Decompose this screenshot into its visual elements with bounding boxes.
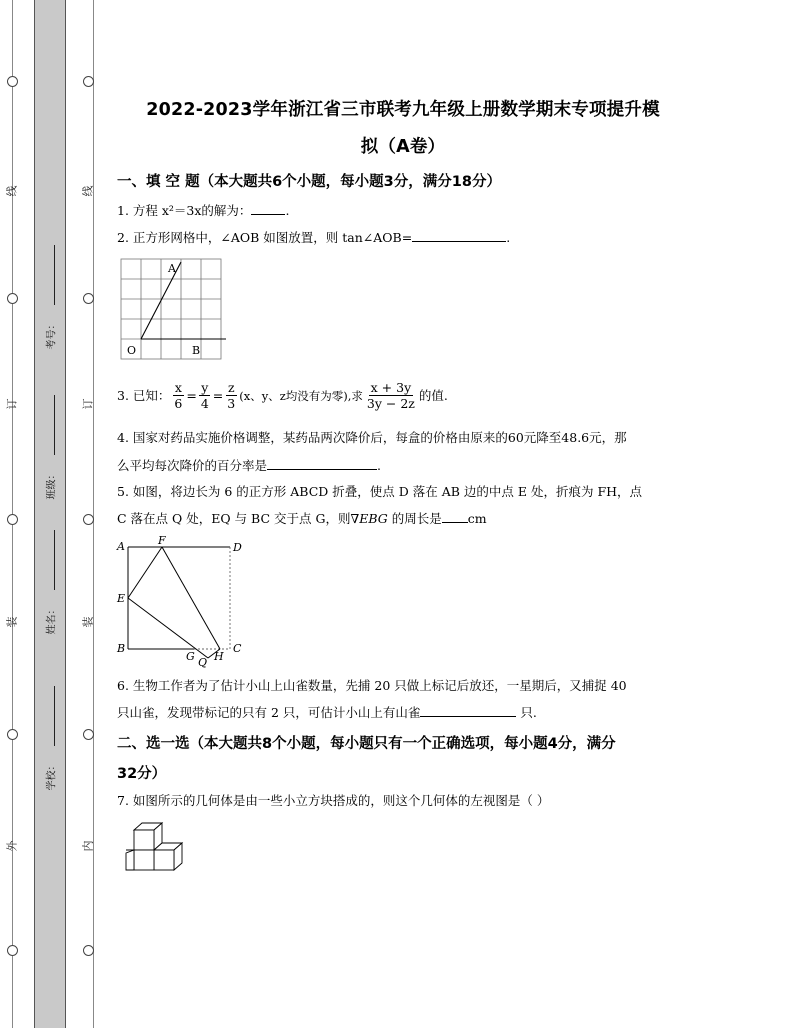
question-4-line2 — [117, 457, 381, 474]
question-1-text: 1. 方程 x²＝3x的解为： — [117, 203, 252, 218]
question-4-line1: 4. 国家对药品实施价格调整，某药品两次降价后，每盒的价格由原来的60元降至48.6元，那 — [117, 430, 627, 445]
cube-figure — [124, 820, 186, 876]
answer-blank[interactable] — [267, 457, 377, 470]
binding-hole — [7, 514, 18, 525]
binding-inner-char: 内 — [81, 840, 95, 852]
field-label: 姓名： — [46, 604, 58, 635]
field-label: 学校： — [46, 760, 58, 791]
label-C: C — [233, 642, 242, 655]
answer-blank[interactable] — [412, 229, 506, 242]
question-3-end: 的值. — [418, 387, 448, 403]
question-2-text: 2. 正方形网格中，∠AOB 如图放置，则 tan∠AOB= — [117, 230, 413, 245]
fraction-y-4: $\frac{y}{4}$ — [200, 380, 209, 411]
question-5-line2 — [117, 510, 487, 527]
binding-hole — [83, 945, 94, 956]
field-label: 班级： — [46, 469, 58, 500]
name-field[interactable] — [35, 530, 65, 633]
question-6-text: 只山雀，发现带标记的只有 2 只，可估计小山上有山雀 — [117, 705, 421, 720]
label-Q: Q — [198, 656, 208, 668]
binding-inner-char: 订 — [81, 398, 95, 410]
fold-line-FH — [162, 547, 220, 649]
question-6-line2 — [117, 704, 537, 721]
section-2-heading-line1: 二、选一选（本大题共8个小题，每小题只有一个正确选项，每小题4分，满分 — [117, 736, 616, 752]
question-5-unit: cm — [467, 511, 487, 526]
field-underline — [54, 245, 55, 305]
question-3-text: 3. 已知： — [117, 387, 171, 403]
answer-blank[interactable] — [420, 704, 516, 717]
field-underline — [54, 686, 55, 746]
fraction-z-3: $\frac{z}{3}$ — [227, 380, 236, 411]
section-1-heading: 一、填 空 题（本大题共6个小题，每小题3分，满分18分） — [117, 174, 501, 190]
field-label: 考号： — [46, 319, 58, 350]
field-underline — [54, 395, 55, 455]
label-B: B — [117, 642, 126, 655]
binding-hole — [7, 945, 18, 956]
class-field[interactable] — [35, 395, 65, 498]
label-G: G — [186, 650, 195, 663]
question-2 — [117, 229, 510, 246]
label-H: H — [214, 650, 224, 663]
fraction-x-6: $\frac{x}{6}$ — [174, 380, 183, 411]
grid-figure — [118, 256, 230, 362]
question-5-line1: 5. 如图，将边长为 6 的正方形 ABCD 折叠，使点 D 落在 AB 边的中点 E 处，折痕为 FH，点 — [117, 484, 643, 499]
equals-sign: = — [186, 387, 197, 403]
binding-inner-char: 装 — [81, 616, 95, 628]
binding-strip — [34, 0, 66, 1028]
answer-blank[interactable] — [442, 510, 468, 523]
binding-hole — [7, 293, 18, 304]
document-title-line1: 2022-2023学年浙江省三市联考九年级上册数学期末专项提升模 — [146, 100, 660, 120]
question-1 — [117, 202, 289, 219]
answer-blank[interactable] — [251, 202, 285, 215]
binding-outer-char: 线 — [5, 185, 19, 197]
question-7: 7. 如图所示的几何体是由一些小立方块搭成的，则这个几何体的左视图是（ ） — [117, 793, 550, 808]
binding-outer-char: 装 — [5, 616, 19, 628]
document-title-line2: 拟（A卷） — [360, 137, 446, 157]
question-4-text: 么平均每次降价的百分率是 — [117, 458, 268, 473]
binding-inner-line — [93, 0, 94, 1028]
label-O: O — [127, 344, 137, 357]
label-D: D — [233, 541, 242, 554]
question-3 — [117, 380, 448, 411]
label-E: E — [117, 592, 126, 605]
question-3-condition: (x、y、z均没有为零),求 — [239, 388, 363, 403]
question-5-text: C 落在点 Q 处，EQ 与 BC 交于点 G，则 — [117, 511, 351, 526]
binding-hole — [7, 729, 18, 740]
school-field[interactable] — [35, 686, 65, 789]
binding-hole — [83, 293, 94, 304]
section-2-heading-line2: 32分） — [117, 766, 167, 782]
label-A: A — [117, 540, 125, 553]
question-5-mid: 的周长是 — [387, 511, 442, 526]
label-B: B — [192, 344, 201, 357]
question-6-end: 只. — [516, 705, 537, 720]
equals-sign: = — [212, 387, 224, 403]
triangle-EBG: ∇EBG — [350, 511, 388, 526]
label-F: F — [158, 534, 166, 547]
binding-hole — [83, 729, 94, 740]
binding-hole — [83, 514, 94, 525]
fold-figure — [114, 534, 254, 668]
binding-outer-char: 外 — [5, 840, 19, 852]
binding-hole — [83, 76, 94, 87]
exam-number-field[interactable] — [35, 245, 65, 348]
question-2-end: . — [506, 230, 511, 245]
segment-EF — [128, 547, 162, 598]
question-4-end: . — [377, 458, 381, 473]
question-6-line1: 6. 生物工作者为了估计小山上山雀数量，先捕 20 只做上标记后放还，一星期后，又捕捉 40 — [117, 678, 627, 693]
field-underline — [54, 530, 55, 590]
fraction-target: $\frac{x + 3y}{3y - 2z}$ — [366, 380, 415, 411]
binding-inner-char: 线 — [81, 185, 95, 197]
question-1-end: . — [285, 203, 290, 218]
binding-hole — [7, 76, 18, 87]
label-A: A — [168, 262, 176, 275]
binding-outer-char: 订 — [5, 398, 19, 410]
